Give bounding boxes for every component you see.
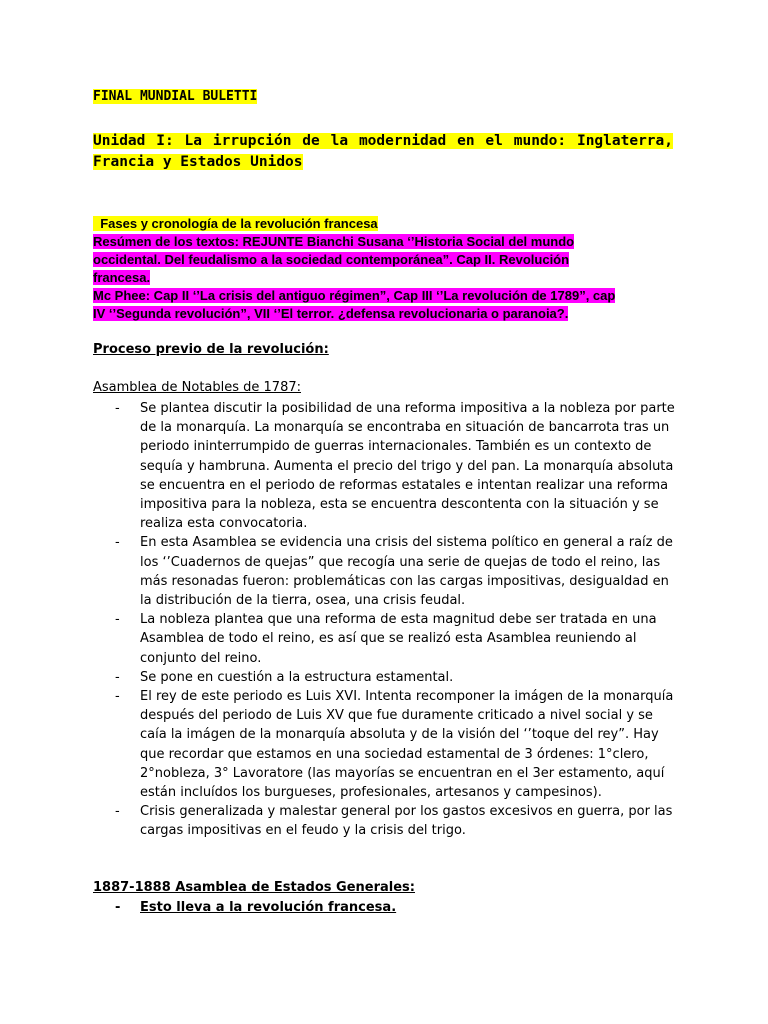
bullet-dash: - — [115, 401, 120, 416]
list-item: - Crisis generalizada y malestar general por los gastos excesivos en guerra, por las cargas impositivas en el feudo y la crisis del trigo. — [115, 804, 673, 839]
notables-heading: Asamblea de Notables de 1787: — [93, 380, 301, 395]
summary-line-1: Resúmen de los textos: REJUNTE Bianchi Susana ‘’Historia Social del mundo — [93, 234, 575, 249]
summary-line-3: francesa. — [93, 270, 151, 285]
notables-bullet-list — [93, 399, 683, 841]
unit-title-line-2: Francia y Estados Unidos — [93, 154, 303, 170]
summary-line-2: occidental. Del feudalismo a la sociedad contemporánea”. Cap II. Revolución — [93, 252, 570, 267]
document-title-text: FINAL MUNDIAL BULETTI — [93, 89, 258, 104]
list-item: - En esta Asamblea se evidencia una crisis del sistema político en general a raíz de los ‘’Cuadernos de quejas” que recogía una serie de quejas de todo el reino, las más resonadas fueron: problemáticas con las cargas impositivas, desigualdad en la distribución de la tierra, osea, una crisis feudal. — [115, 535, 673, 609]
bullet-dash: - — [115, 900, 121, 915]
unit-title — [93, 131, 673, 173]
readings-block — [93, 215, 673, 323]
list-item: - Esto lleva a la revolución francesa. — [93, 898, 683, 917]
mcphee-line-1: Mc Phee: Cap II ‘’La crisis del antiguo régimen”, Cap III ‘’La revolución de 1789”, cap — [93, 288, 616, 303]
mcphee-line-2: IV ‘’Segunda revolución”, VII ‘’El terror. ¿defensa revolucionaria o paranoia?. — [93, 306, 569, 321]
list-item: - Se plantea discutir la posibilidad de una reforma impositiva a la nobleza por parte de la monarquía. La monarquía se encontraba en situación de bancarrota tras un periodo ininterrumpido de guerras internacionales. También es un contexto de sequía y hambruna. Aumenta el precio del trigo y del pan. La monarquía absoluta se encuentra en el periodo de reformas estatales e intentan realizar una reforma impositiva para la nobleza, esta se encuentra descontenta con la situación y se realiza esta convocatoria. — [115, 401, 675, 532]
unit-title-line-1: Unidad I: La irrupción de la modernidad en el mundo: Inglaterra, — [93, 133, 673, 149]
list-item: - El rey de este periodo es Luis XVI. Intenta recomponer la imágen de la monarquía después del periodo de Luis XV que fue duramente criticado a nivel social y se caía la imágen de la monarquía absoluta y de la visión del ‘’toque del rey”. Hay que recordar que estamos en una sociedad estamental de 3 órdenes: 1°clero, 2°nobleza, 3° Lavoratore (las mayorías se encuentran en el 3er estamento, aquí están incluídos los burgueses, profesionales, artesanos y campesinos). — [115, 689, 674, 801]
bullet-dash: - — [115, 669, 120, 685]
document-title — [93, 88, 257, 105]
estados-bullet-list — [93, 898, 683, 917]
readings-topic: Fases y cronología de la revolución francesa — [93, 216, 378, 231]
list-item: - Se pone en cuestión a la estructura estamental. — [93, 668, 683, 687]
list-item: - La nobleza plantea que una reforma de esta magnitud debe ser tratada en una Asamblea de todo el reino, es así que se realizó esta Asamblea reuniendo al conjunto del reino. — [115, 612, 657, 666]
estados-heading: 1887-1888 Asamblea de Estados Generales: — [93, 880, 415, 895]
bullet-dash: - — [115, 535, 120, 551]
bullet-dash: - — [115, 612, 120, 628]
section-heading: Proceso previo de la revolución: — [93, 342, 329, 357]
bullet-dash: - — [115, 689, 120, 705]
bullet-dash: - — [115, 804, 120, 820]
